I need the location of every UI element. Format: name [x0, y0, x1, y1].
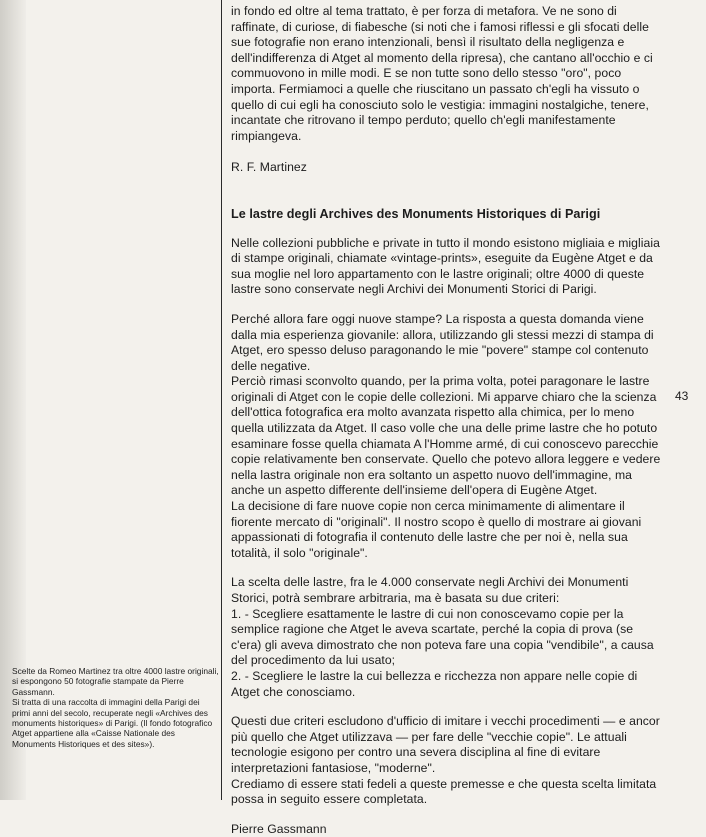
caption-line: Scelte da Romeo Martinez tra oltre 4000 lastre originali, si espongono 50 fotografie stampate da Pierre Gassmann. — [12, 666, 219, 697]
author-signature-gassmann: Pierre Gassmann — [231, 821, 327, 836]
list-item: 1. - Scegliere esattamente le lastre di cui non conoscevamo copie per la semplice ragione che Atget le aveva scartate, perché la copia di prova (se c'era) gli aveva dimostrato che non poteva fare una copia "vendibile", a causa del procedimento da lui usato; — [231, 606, 654, 668]
column-rule — [221, 0, 222, 800]
body-paragraph: Crediamo di essere stati fedeli a queste premesse e che questa scelta limitata possa in seguito essere completata. — [231, 776, 657, 807]
photo-caption — [12, 666, 220, 749]
body-paragraph: La decisione di fare nuove copie non cerca minimamente di alimentare il fiorente mercato di "originali". Il nostro scopo è quello di mostrare ai giovani appassionati di fotografia il contenuto delle lastre che per noi è, nella sua totalità, il solo "originale". — [231, 499, 642, 560]
caption-line: Si tratta di una raccolta di immagini della Parigi dei primi anni del secolo, recuperate negli «Archives des monuments historiques» di Parigi. (Il fondo fotografico Atget appartiene alla «Caisse Nationale des Monuments Historiques et des sites»). — [12, 697, 213, 749]
body-paragraph: La scelta delle lastre, fra le 4.000 conservate negli Archivi dei Monumenti Storici, potrà sembrare arbitraria, ma è basata su due criteri: — [231, 575, 629, 605]
intro-paragraph: in fondo ed oltre al tema trattato, è per forza di metafora. Ve ne sono di raffinate, di curiose, di fiabesche (si noti che i famosi riflessi e gli sfocati delle sue fotografie non erano intenzionali, bensì il risultato della negligenza e dell'indifferenza di Atget al momento della ripresa), che cantano all'occhio e ci commuovono in mille modi. E se non tutte sono dello stesso "oro", poco importa. Fermiamoci a quelle che riuscitano un passato ch'egli ha vissuto o quello di cui egli ha conosciuto solo le vestigia: immagini nostalgiche, tenere, incantate che ritrovano il tempo perduto; quello ch'egli manifestamente rimpiangeva. — [231, 4, 653, 143]
section-heading: Le lastre degli Archives des Monuments Historiques di Parigi — [231, 206, 601, 221]
body-paragraph: Questi due criteri escludono d'ufficio di imitare i vecchi procedimenti — e ancor più quello che Atget utilizzava — per fare delle "vecchie copie". Le attuali tecnologie esigono per contro una severa disciplina al fine di evitare interpretazioni fantasiose, "moderne". — [231, 714, 660, 775]
author-signature-martinez: R. F. Martinez — [231, 160, 307, 175]
list-item: 2. - Scegliere le lastre la cui bellezza e ricchezza non appare nelle copie di Atget che conosciamo. — [231, 668, 638, 699]
body-paragraph: Nelle collezioni pubbliche e private in tutto il mondo esistono migliaia e migliaia di stampe originali, chiamate «vintage-prints», eseguite da Eugène Atget e da sua moglie nel loro appartamento con le lastre originali; oltre 4000 di queste lastre sono conservate negli Archivi dei Monumenti Storici di Parigi. — [231, 235, 660, 297]
main-text-column — [231, 4, 661, 837]
body-paragraph: Perché allora fare oggi nuove stampe? La risposta a questa domanda viene dalla mia esperienza giovanile: allora, utilizzando gli stessi mezzi di stampa di Atget, ero spesso deluso paragonando le mie "povere" stampe col contenuto delle negative. — [231, 311, 654, 373]
page-number: 43 — [675, 389, 689, 403]
body-paragraph: Perciò rimasi sconvolto quando, per la prima volta, potei paragonare le lastre originali di Atget con le copie delle collezioni. Mi apparve chiaro che la scienza dell'ottica fotografica era molto avanzata rispetto alla chimica, per lo meno quella utilizzata da Atget. Il caso volle che una delle prime lastre che ho potuto esaminare fosse quella chiamata A l'Homme armé, di cui conoscevo parecchie copie relativamente ben conservate. Quello che potevo allora leggere e vedere nella lastra originale non era soltanto un aspetto nuovo dell'immagine, ma anche un aspetto differente dell'insieme dell'opera di Eugène Atget. — [231, 374, 661, 498]
